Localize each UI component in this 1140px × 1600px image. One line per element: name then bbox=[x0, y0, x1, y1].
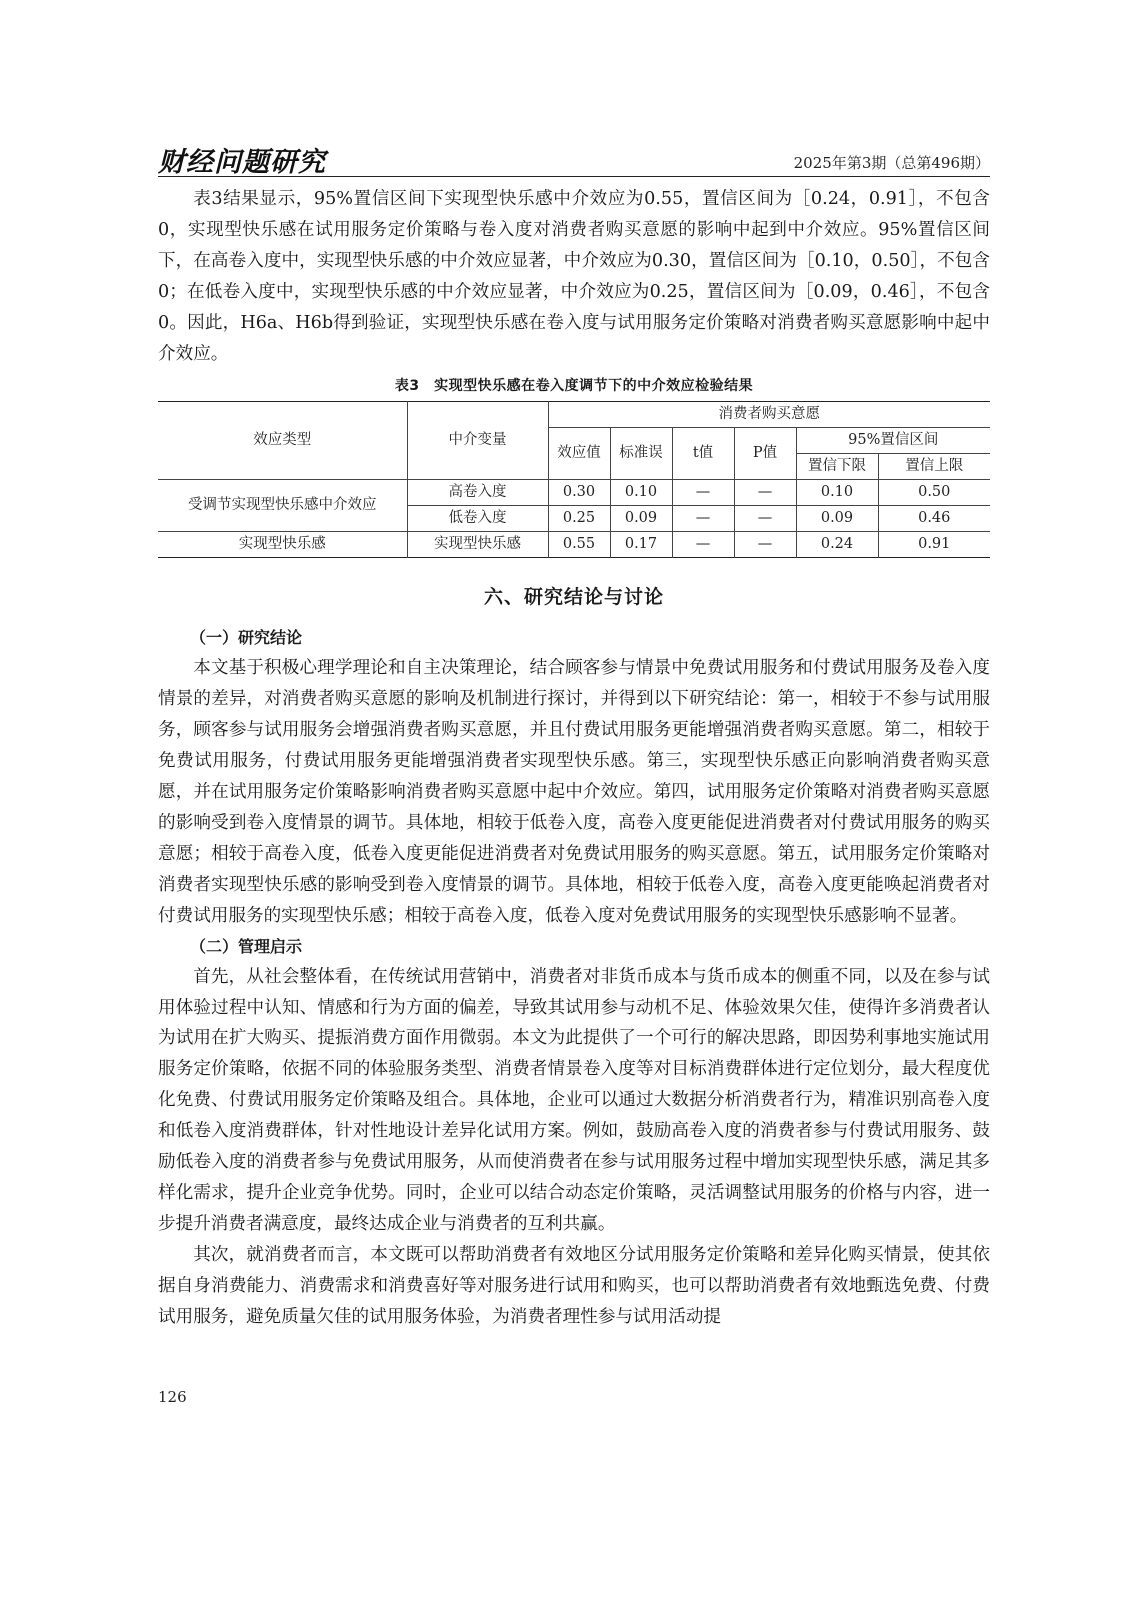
subsection-title-implications: （二）管理启示 bbox=[190, 936, 303, 956]
page-content bbox=[158, 184, 990, 1332]
cell-upper: 0.46 bbox=[878, 506, 990, 532]
cell-se: 0.17 bbox=[610, 532, 672, 558]
header-effect: 效应值 bbox=[548, 428, 610, 480]
conclusion-paragraph: 本文基于积极心理学理论和自主决策理论，结合顾客参与情景中免费试用服务和付费试用服务及卷入度情景的差异，对消费者购买意愿的影响及机制进行探讨，并得到以下研究结论：第一，相较于不参与试用服务，顾客参与试用服务会增强消费者购买意愿，并且付费试用服务更能增强消费者购买意愿。第二，相较于免费试用服务，付费试用服务更能增强消费者实现型快乐感。第三，实现型快乐感正向影响消费者购买意愿，并在试用服务定价策略影响消费者购买意愿中起中介效应。第四，试用服务定价策略对消费者购买意愿的影响受到卷入度情景的调节。具体地，相较于低卷入度，高卷入度更能促进消费者对付费试用服务的购买意愿；相较于高卷入度，低卷入度更能促进消费者对免费试用服务的购买意愿。第五，试用服务定价策略对消费者实现型快乐感的影响受到卷入度情景的调节。具体地，相较于低卷入度，高卷入度更能唤起消费者对付费试用服务的实现型快乐感；相较于高卷入度，低卷入度对免费试用服务的实现型快乐感影响不显著。 bbox=[158, 658, 990, 926]
cell-se: 0.09 bbox=[610, 506, 672, 532]
table-caption: 表3 实现型快乐感在卷入度调节下的中介效应检验结果 bbox=[394, 378, 754, 395]
cell-lower: 0.10 bbox=[796, 480, 878, 506]
cell-effect: 0.55 bbox=[548, 532, 610, 558]
cell-upper: 0.91 bbox=[878, 532, 990, 558]
header-effect-type: 效应类型 bbox=[158, 402, 407, 480]
issue-info: 2025年第3期（总第496期） bbox=[793, 154, 990, 172]
cell-se: 0.10 bbox=[610, 480, 672, 506]
implication-paragraph-2: 其次，就消费者而言，本文既可以帮助消费者有效地区分试用服务定价策略和差异化购买情景，使其依据自身消费能力、消费需求和消费喜好等对服务进行试用和购买，也可以帮助消费者有效地甄选免费、付费试用服务，避免质量欠佳的试用服务体验，为消费者理性参与试用活动提 bbox=[158, 1244, 990, 1327]
cell-upper: 0.50 bbox=[878, 480, 990, 506]
cell-lower: 0.24 bbox=[796, 532, 878, 558]
cell-mediator: 高卷入度 bbox=[407, 480, 548, 506]
table-row bbox=[158, 480, 990, 506]
table-header-row bbox=[158, 402, 990, 428]
header-ci: 95%置信区间 bbox=[796, 428, 990, 454]
cell-effect: 0.30 bbox=[548, 480, 610, 506]
cell-t: — bbox=[672, 480, 734, 506]
cell-t: — bbox=[672, 506, 734, 532]
cell-p: — bbox=[734, 532, 796, 558]
page-header bbox=[158, 140, 990, 177]
page-number: 126 bbox=[158, 1388, 187, 1406]
subsection-title-conclusion: （一）研究结论 bbox=[190, 628, 303, 648]
header-t: t值 bbox=[672, 428, 734, 480]
header-se: 标准误 bbox=[610, 428, 672, 480]
intro-paragraph: 表3结果显示，95%置信区间下实现型快乐感中介效应为0.55，置信区间为［0.24，0.91］，不包含0，实现型快乐感在试用服务定价策略与卷入度对消费者购买意愿的影响中起到中介效应。95%置信区间下，在高卷入度中，实现型快乐感的中介效应显著，中介效应为0.30，置信区间为［0.10，0.50］，不包含0；在低卷入度中，实现型快乐感的中介效应显著，中介效应为0.25，置信区间为［0.09，0.46］，不包含0。因此，H6a、H6b得到验证，实现型快乐感在卷入度与试用服务定价策略对消费者购买意愿影响中起中介效应。 bbox=[158, 189, 990, 364]
cell-lower: 0.09 bbox=[796, 506, 878, 532]
cell-mediator: 低卷入度 bbox=[407, 506, 548, 532]
header-mediator: 中介变量 bbox=[407, 402, 548, 480]
cell-p: — bbox=[734, 506, 796, 532]
header-upper: 置信上限 bbox=[878, 454, 990, 480]
header-lower: 置信下限 bbox=[796, 454, 878, 480]
cell-p: — bbox=[734, 480, 796, 506]
section-title: 六、研究结论与讨论 bbox=[483, 586, 664, 609]
header-p: P值 bbox=[734, 428, 796, 480]
header-group: 消费者购买意愿 bbox=[548, 402, 990, 428]
cell-type: 实现型快乐感 bbox=[158, 532, 407, 558]
implication-paragraph-1: 首先，从社会整体看，在传统试用营销中，消费者对非货币成本与货币成本的侧重不同，以及在参与试用体验过程中认知、情感和行为方面的偏差，导致其试用参与动机不足、体验效果欠佳，使得许多消费者认为试用在扩大购买、提振消费方面作用微弱。本文为此提供了一个可行的解决思路，即因势利事地实施试用服务定价策略，依据不同的体验服务类型、消费者情景卷入度等对目标消费群体进行定位划分，最大程度优化免费、付费试用服务定价策略及组合。具体地，企业可以通过大数据分析消费者行为，精准识别高卷入度和低卷入度消费群体，针对性地设计差异化试用方案。例如，鼓励高卷入度的消费者参与付费试用服务、鼓励低卷入度的消费者参与免费试用服务，从而使消费者在参与试用服务过程中增加实现型快乐感，满足其多样化需求，提升企业竞争优势。同时，企业可以结合动态定价策略，灵活调整试用服务的价格与内容，进一步提升消费者满意度，最终达成企业与消费者的互利共赢。 bbox=[158, 966, 990, 1234]
journal-logo: 财经问题研究 bbox=[158, 147, 326, 178]
cell-type: 受调节实现型快乐感中介效应 bbox=[158, 480, 407, 532]
cell-t: — bbox=[672, 532, 734, 558]
table-row bbox=[158, 532, 990, 558]
results-table bbox=[158, 401, 990, 558]
cell-mediator: 实现型快乐感 bbox=[407, 532, 548, 558]
cell-effect: 0.25 bbox=[548, 506, 610, 532]
